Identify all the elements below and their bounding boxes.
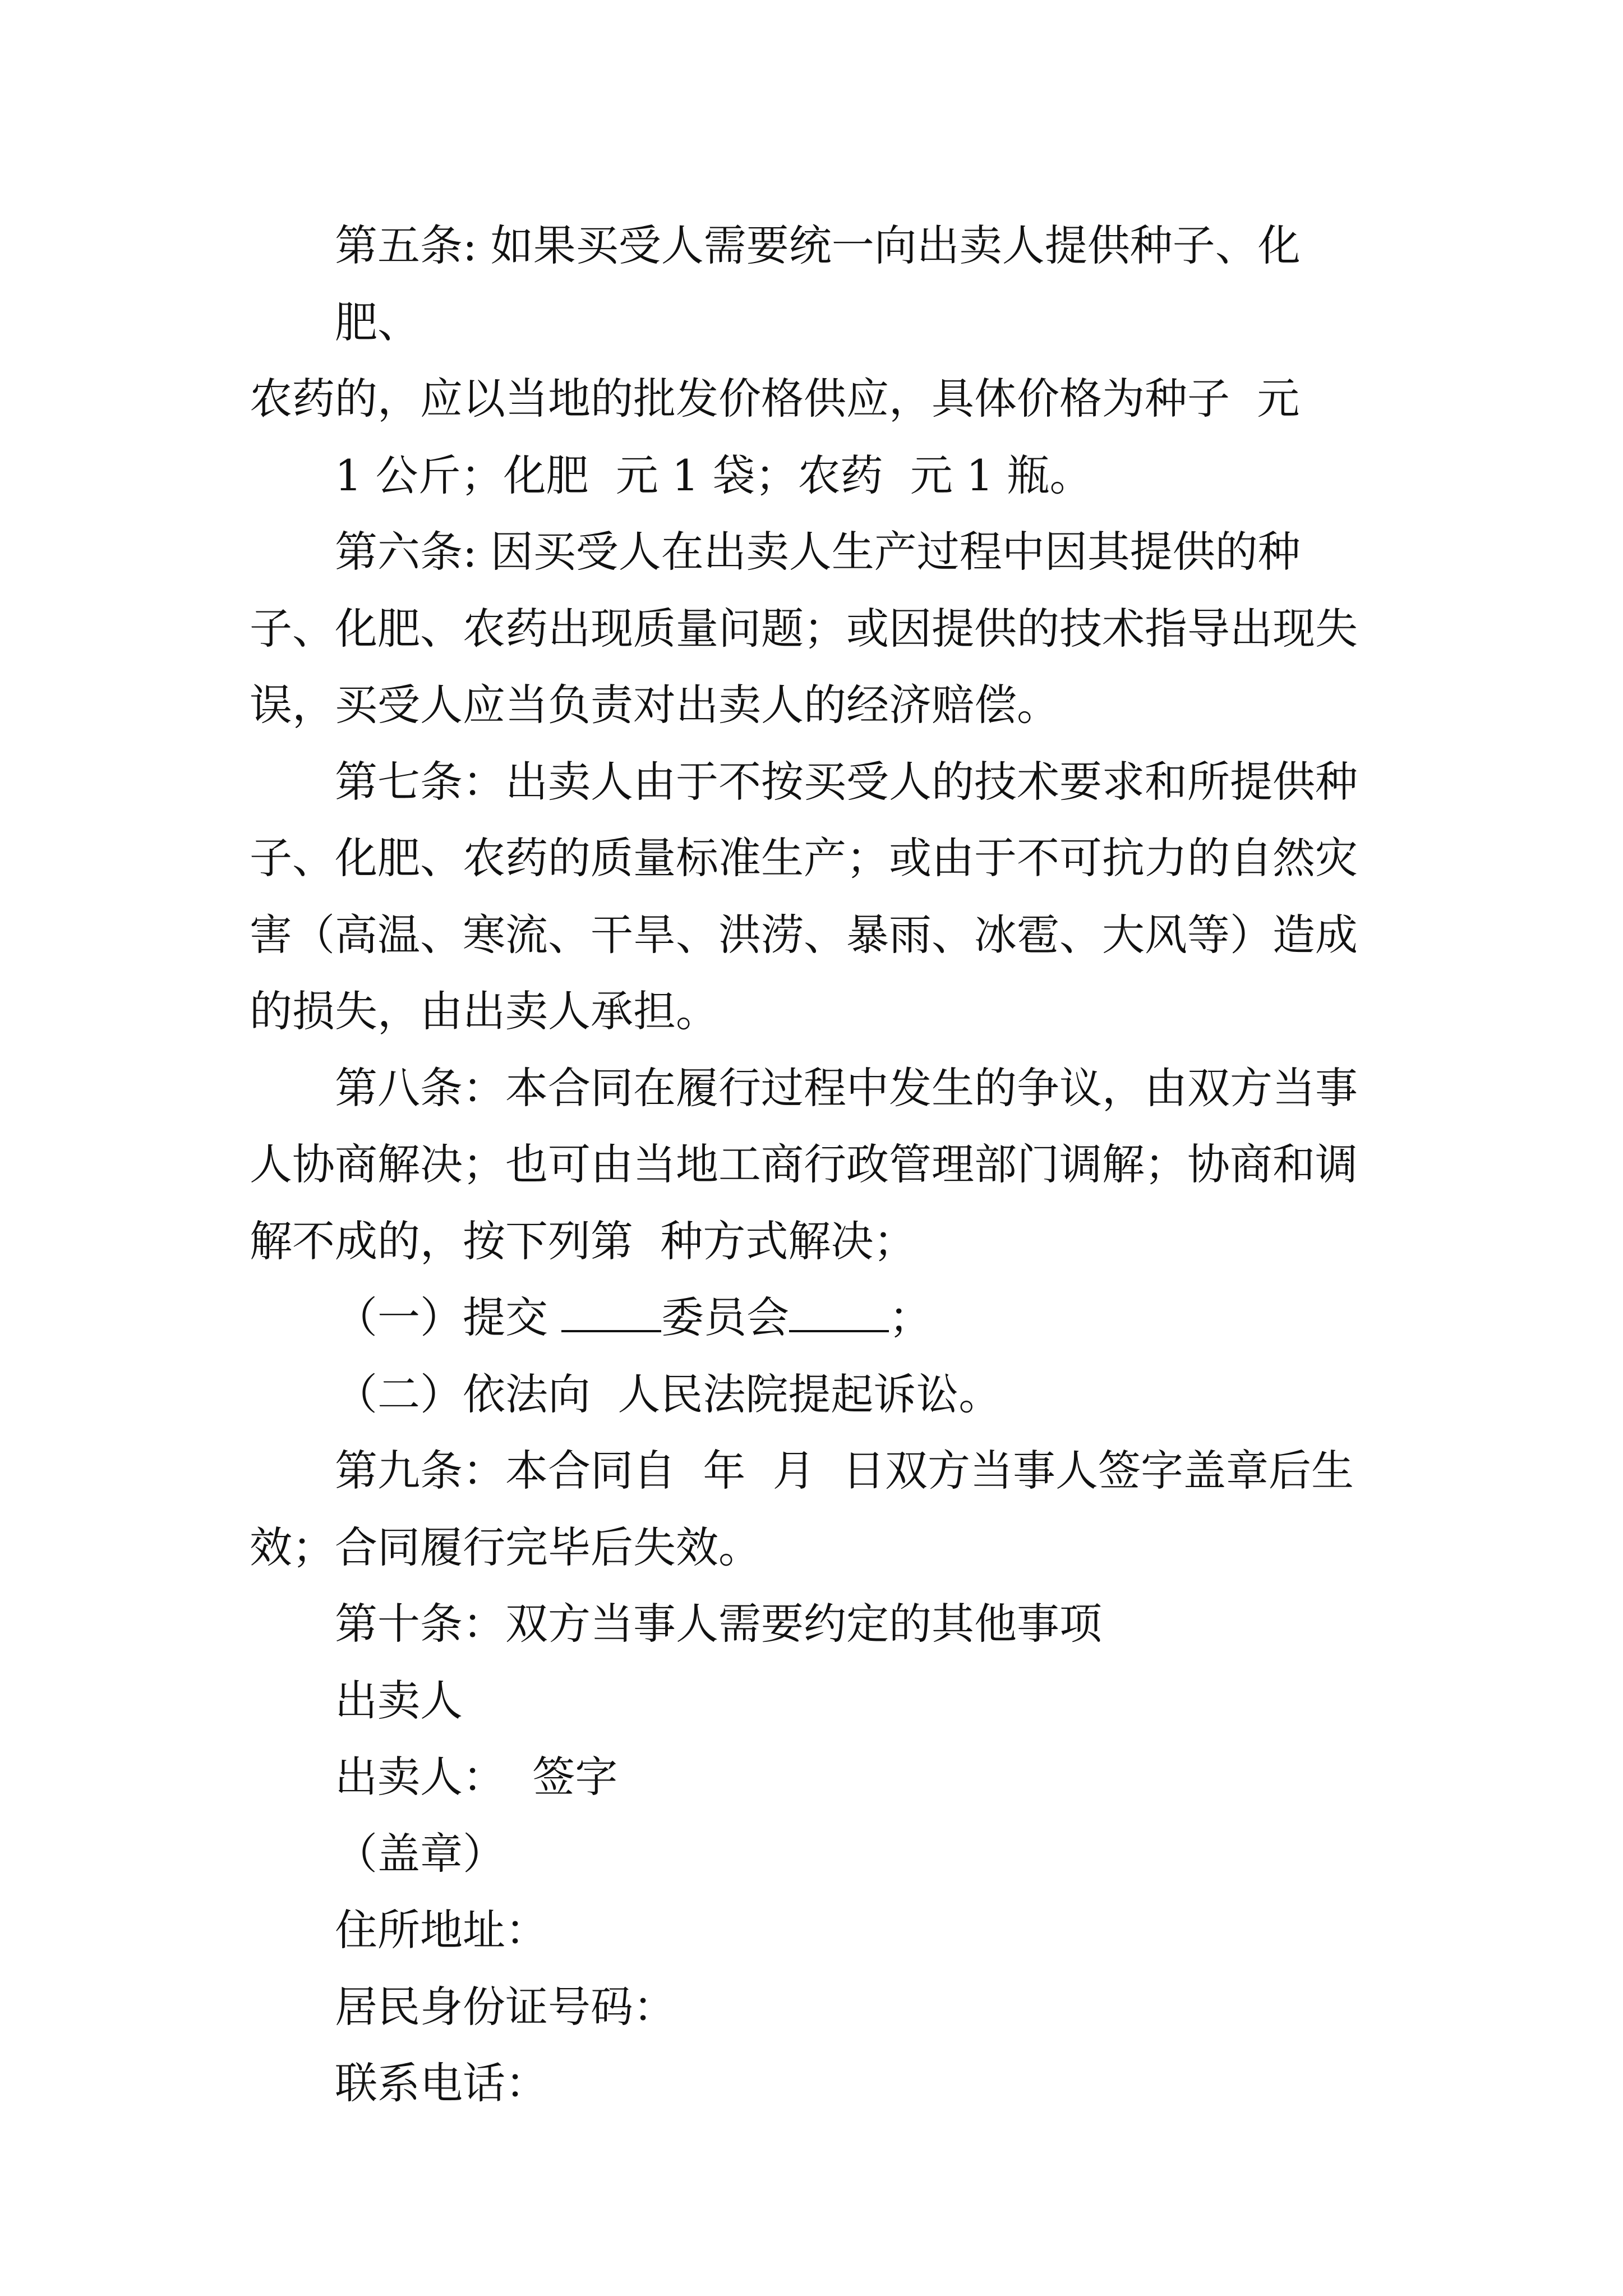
arbitration-blank-2 — [789, 1294, 889, 1332]
clause-7: 第七条：出卖人由于不按买受人的技术要求和所提供种子、化肥、农药的质量标准生产；或由于不可抗力的自然灾害（高温、寒流、干旱、洪涝、暴雨、冰雹、大风等）造成的损失，由出卖人承担。 — [250, 756, 1358, 1036]
seller-heading: 出卖人 — [335, 1675, 463, 1726]
contract-body — [250, 208, 1382, 2122]
dispute-option-2: （二）依法向 人民法院提起诉讼。 — [335, 1369, 1002, 1419]
phone-line: 联系电话： — [335, 2058, 548, 2108]
clause-10: 第十条：双方当事人需要约定的其他事项 — [335, 1599, 1102, 1649]
clause-8: 第八条：本合同在履行过程中发生的争议，由双方当事人协商解决；也可由当地工商行政管理部门调解；协商和调解不成的，按下列第 种方式解决； — [250, 1062, 1358, 1266]
dispute-option-1-suffix: ； — [889, 1292, 932, 1342]
clause-9: 第九条：本合同自 年 月 日双方当事人签字盖章后生效；合同履行完毕后失效。 — [250, 1446, 1354, 1572]
arbitration-blank-1 — [561, 1294, 661, 1332]
seller-signature-line: 出卖人： 签字 — [335, 1752, 618, 1802]
clause-5-line-1: 第五条: 如果买受人需要统一向出卖人提供种子、化肥、 — [335, 220, 1301, 347]
address-line: 住所地址： — [335, 1905, 548, 1955]
dispute-option-1 — [250, 1280, 1382, 1356]
clause-5-line-3: 1 公斤；化肥 元 1 袋；农药 元 1 瓶。 — [335, 450, 1092, 500]
clause-5-line-2: 农药的，应以当地的批发价格供应，具体价格为种子 元 — [250, 374, 1300, 424]
clause-6: 第六条: 因买受人在出卖人生产过程中因其提供的种子、化肥、农药出现质量问题；或因提供的技术指导出现失误，买受人应当负责对出卖人的经济赔偿。 — [250, 527, 1358, 730]
dispute-option-1-prefix: （一）提交 — [335, 1292, 562, 1342]
id-number-line: 居民身份证号码： — [335, 1981, 676, 2032]
dispute-option-1-committee: 委员会 — [661, 1292, 790, 1342]
seal-line: （盖章） — [335, 1828, 505, 1879]
